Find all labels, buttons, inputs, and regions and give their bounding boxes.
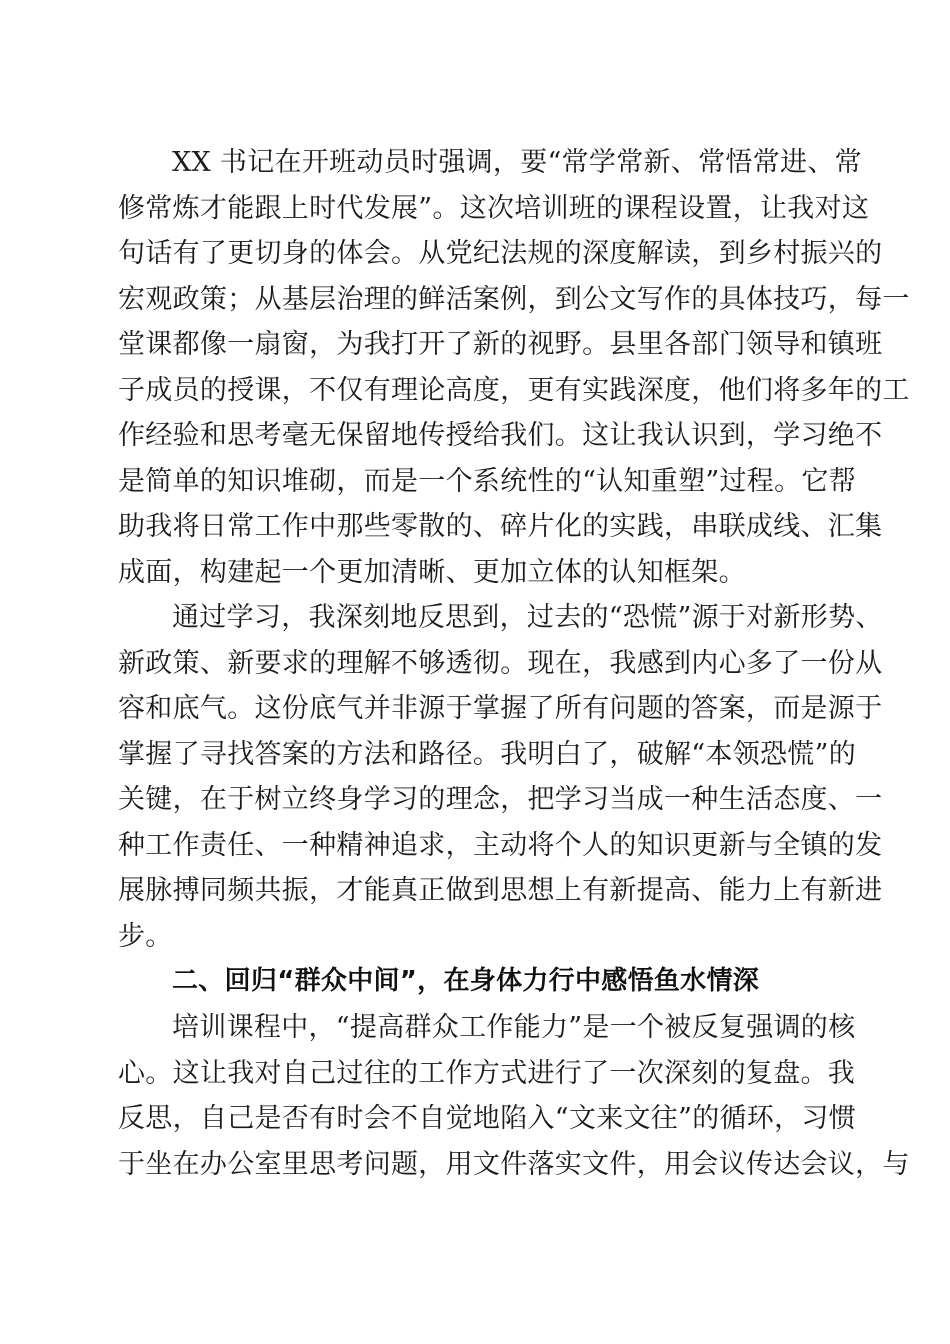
paragraph-line: 培训课程中，“提高群众工作能力”是一个被反复强调的核 — [172, 1012, 856, 1043]
paragraph-line: 子成员的授课，不仅有理论高度，更有实践深度，他们将多年的工 — [118, 374, 910, 406]
paragraph-line: 宏观政策；从基层治理的鲜活案例，到公文写作的具体技巧，每一 — [118, 283, 910, 315]
paragraph-3 — [118, 1005, 910, 1187]
paragraph-line: 是简单的知识堆砌，而是一个系统性的“认知重塑”过程。它帮 — [118, 465, 857, 497]
paragraph-line: 步。 — [118, 920, 173, 952]
paragraph-line: 反思，自己是否有时会不自觉地陷入“文来文往”的循环，习惯 — [118, 1103, 857, 1134]
paragraph-line: 掌握了寻找答案的方法和路径。我明白了，破解“本领恐慌”的 — [118, 738, 857, 770]
paragraph-line: 助我将日常工作中那些零散的、碎片化的实践，串联成线、汇集 — [118, 511, 883, 542]
section-heading-text: 二、回归“群众中间”，在身体力行中感悟鱼水情深 — [172, 966, 760, 996]
paragraph-line: 于坐在办公室里思考问题，用文件落实文件，用会议传达会议，与 — [118, 1148, 910, 1180]
paragraph-line: 作经验和思考毫无保留地传授给我们。这让我认识到，学习绝不 — [118, 420, 883, 451]
paragraph-line: 容和底气。这份底气并非源于掌握了所有问题的答案，而是源于 — [118, 693, 883, 724]
paragraph-line: 修常炼才能跟上时代发展”。这次培训班的课程设置，让我对这 — [118, 192, 870, 224]
paragraph-line: XX 书记在开班动员时强调，要“常学常新、常悟常进、常 — [172, 147, 862, 178]
paragraph-line: 新政策、新要求的理解不够透彻。现在，我感到内心多了一份从 — [118, 647, 883, 679]
paragraph-2 — [118, 595, 883, 959]
paragraph-line: 句话有了更切身的体会。从党纪法规的深度解读，到乡村振兴的 — [118, 238, 883, 269]
section-heading — [118, 959, 834, 1005]
paragraph-line: 心。这让我对自己过往的工作方式进行了一次深刻的复盘。我 — [118, 1057, 856, 1089]
paragraph-line: 种工作责任、一种精神追求，主动将个人的知识更新与全镇的发 — [118, 829, 883, 861]
paragraph-line: 展脉搏同频共振，才能真正做到思想上有新提高、能力上有新进 — [118, 875, 883, 906]
paragraph-line: 关键，在于树立终身学习的理念，把学习当成一种生活态度、一 — [118, 784, 883, 815]
paragraph-line: 堂课都像一扇窗，为我打开了新的视野。县里各部门领导和镇班 — [118, 329, 883, 360]
paragraph-line: 成面，构建起一个更加清晰、更加立体的认知框架。 — [118, 556, 746, 588]
paragraph-1 — [118, 140, 910, 595]
paragraph-line: 通过学习，我深刻地反思到，过去的“恐慌”源于对新形势、 — [172, 602, 883, 633]
